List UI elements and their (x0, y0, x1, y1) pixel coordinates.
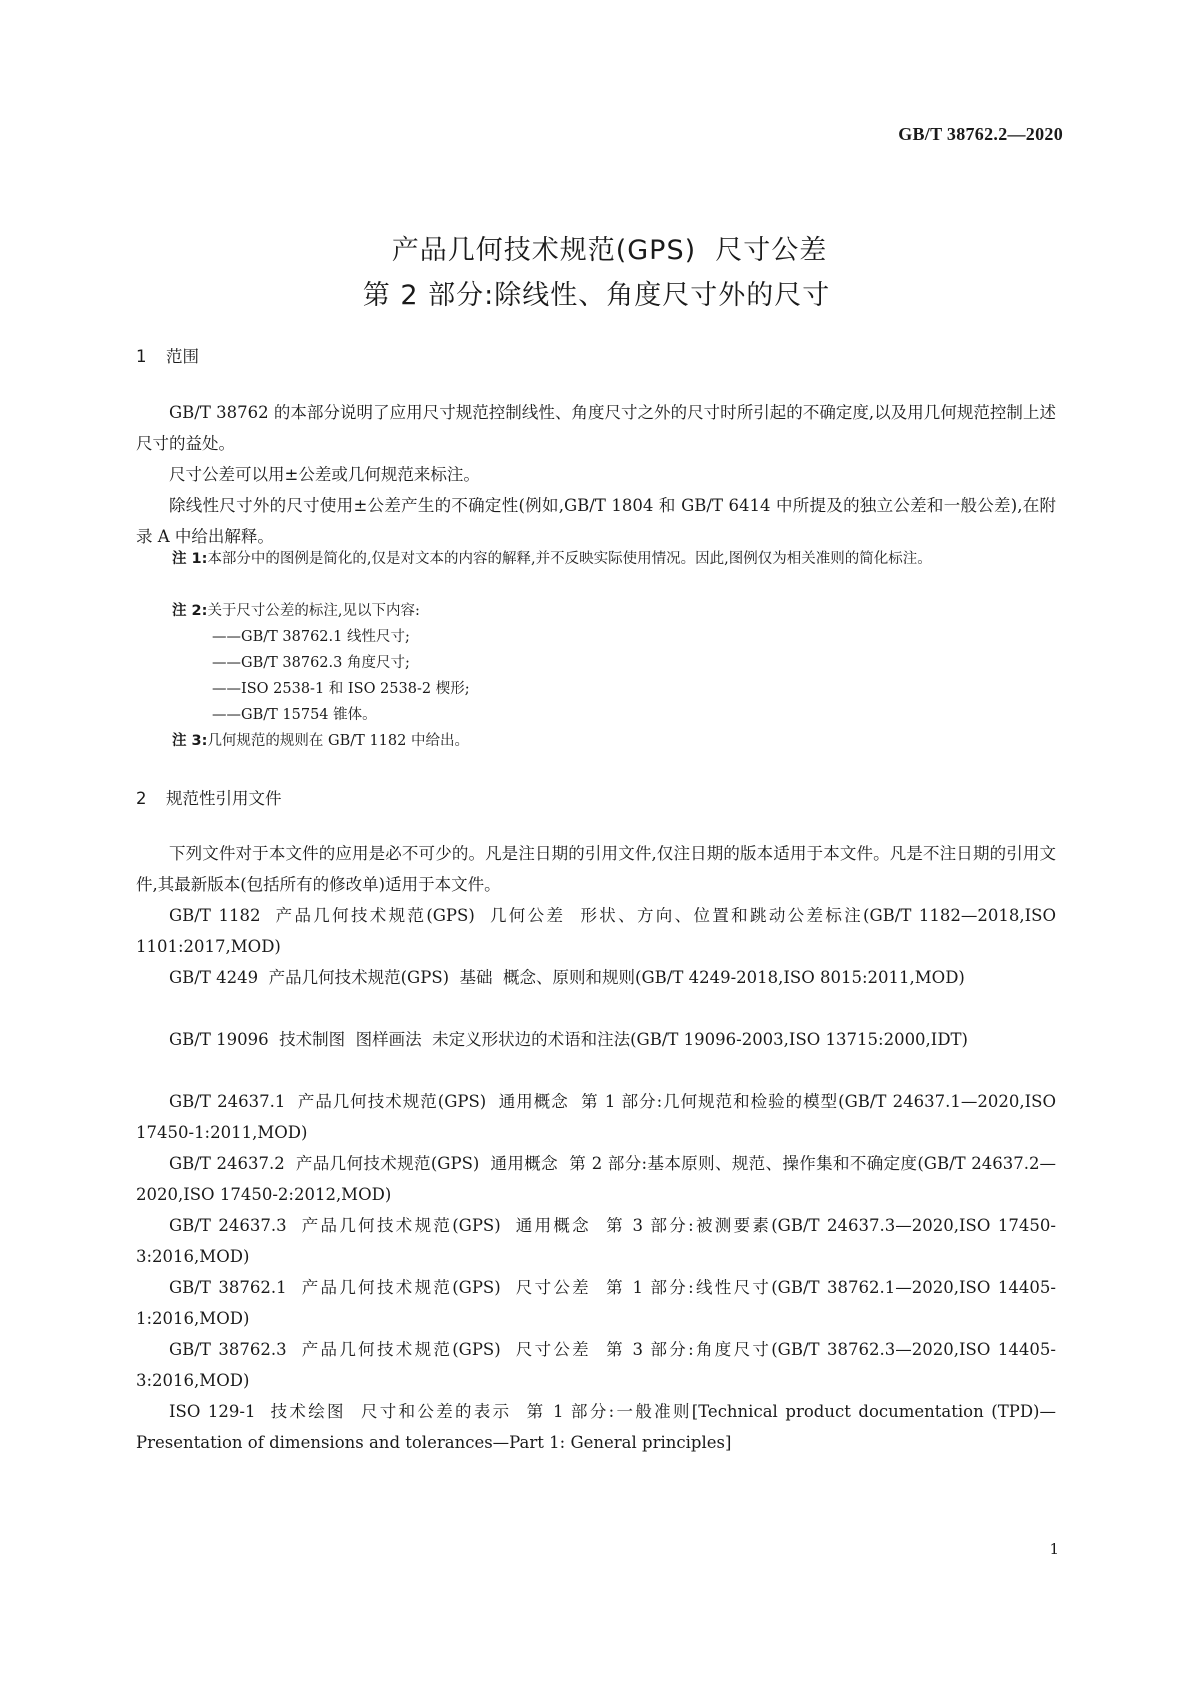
reference-entry: GB/T 4249 产品几何技术规范(GPS) 基础 概念、原则和规则(GB/T 4249-2018,ISO 8015:2011,MOD) (169, 968, 965, 987)
reference-entry: GB/T 24637.1 产品几何技术规范(GPS) 通用概念 第 1 部分:几何规范和检验的模型(GB/T 24637.1—2020,ISO 17450-1:2011,MOD) (136, 1092, 1062, 1142)
reference-entry: GB/T 24637.2 产品几何技术规范(GPS) 通用概念 第 2 部分:基本原则、规范、操作集和不确定度(GB/T 24637.2—2020,ISO 17450-2:2012,MOD) (136, 1154, 1056, 1204)
note-2-item: ——ISO 2538-1 和 ISO 2538-2 楔形; (212, 681, 470, 697)
note-1-text: 本部分中的图例是简化的,仅是对文本的内容的解释,并不反映实际使用情况。因此,图例仅为相关准则的简化标注。 (207, 551, 932, 567)
section-1-number: 1 (136, 347, 147, 366)
section-2-number: 2 (136, 789, 147, 808)
note-2-label: 注 2: (172, 603, 208, 619)
note-3-label: 注 3: (172, 733, 208, 749)
section-2-intro: 下列文件对于本文件的应用是必不可少的。凡是注日期的引用文件,仅注日期的版本适用于本文件。凡是不注日期的引用文件,其最新版本(包括所有的修改单)适用于本文件。 (136, 844, 1056, 894)
reference-entry: GB/T 1182 产品几何技术规范(GPS) 几何公差 形状、方向、位置和跳动公差标注(GB/T 1182—2018,ISO 1101:2017,MOD) (136, 906, 1062, 956)
note-3 (172, 728, 1056, 755)
note-2-item: ——GB/T 15754 锥体。 (212, 707, 377, 723)
reference-entry: GB/T 19096 技术制图 图样画法 未定义形状边的术语和注法(GB/T 19096-2003,ISO 13715:2000,IDT) (169, 1030, 968, 1049)
title-line-2: 第 2 部分:除线性、角度尺寸外的尺寸 (362, 280, 831, 311)
document-title (0, 228, 1191, 318)
section-2-heading (136, 785, 282, 809)
section-2-title: 规范性引用文件 (166, 789, 282, 808)
reference-entry: GB/T 38762.3 产品几何技术规范(GPS) 尺寸公差 第 3 部分:角度尺寸(GB/T 38762.3—2020,ISO 14405-3:2016,MOD) (136, 1340, 1056, 1390)
section-1-paragraph-1: GB/T 38762 的本部分说明了应用尺寸规范控制线性、角度尺寸之外的尺寸时所引起的不确定度,以及用几何规范控制上述尺寸的益处。 (136, 403, 1056, 453)
section-1-paragraph-3: 除线性尺寸外的尺寸使用±公差产生的不确定性(例如,GB/T 1804 和 GB/T 6414 中所提及的独立公差和一般公差),在附录 A 中给出解释。 (136, 496, 1056, 546)
note-2 (172, 598, 1056, 625)
reference-entry: GB/T 38762.1 产品几何技术规范(GPS) 尺寸公差 第 1 部分:线性尺寸(GB/T 38762.1—2020,ISO 14405-1:2016,MOD) (136, 1278, 1056, 1328)
note-1 (172, 546, 1056, 573)
reference-entry: GB/T 24637.3 产品几何技术规范(GPS) 通用概念 第 3 部分:被测要素(GB/T 24637.3—2020,ISO 17450-3:2016,MOD) (136, 1216, 1056, 1266)
section-1-paragraph-2: 尺寸公差可以用±公差或几何规范来标注。 (169, 465, 480, 484)
title-line-1: 产品几何技术规范(GPS) 尺寸公差 (391, 235, 828, 266)
note-2-text: 关于尺寸公差的标注,见以下内容: (207, 603, 420, 619)
note-3-text: 几何规范的规则在 GB/T 1182 中给出。 (207, 733, 469, 749)
standard-code: GB/T 38762.2—2020 (898, 124, 1063, 144)
section-1-title: 范围 (166, 347, 199, 366)
note-2-item: ——GB/T 38762.3 角度尺寸; (212, 655, 410, 671)
section-1-heading (136, 343, 199, 367)
page-number: 1 (1049, 1540, 1059, 1558)
reference-entry: ISO 129-1 技术绘图 尺寸和公差的表示 第 1 部分:一般准则[Technical product documentation (TPD)—Presentation of dimensions and tolerances—Part 1: General principles] (136, 1402, 1056, 1452)
note-1-label: 注 1: (172, 551, 208, 567)
note-2-item: ——GB/T 38762.1 线性尺寸; (212, 629, 410, 645)
